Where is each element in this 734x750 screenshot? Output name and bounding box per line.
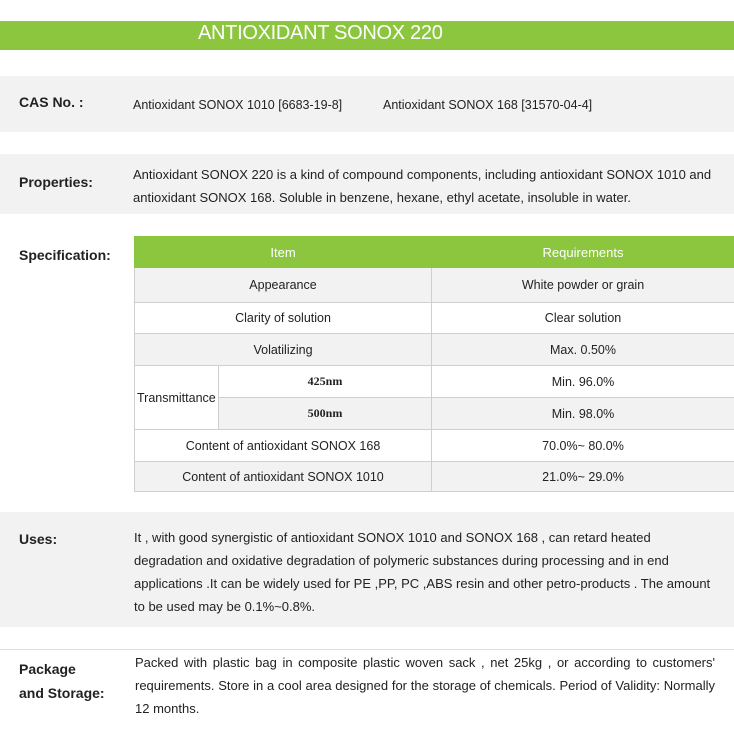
table-row — [135, 268, 734, 303]
specification-table — [134, 236, 734, 492]
header-requirements: Requirements — [432, 237, 734, 268]
table-row — [135, 334, 734, 366]
package-label: Package — [19, 661, 76, 677]
cas-label: CAS No. : — [19, 94, 84, 110]
divider — [0, 649, 734, 650]
cas-section — [0, 76, 734, 132]
header-item: Item — [135, 237, 432, 268]
uses-label: Uses: — [19, 531, 58, 547]
req-appearance: White powder or grain — [432, 268, 734, 303]
item-transmittance: Transmittance — [135, 366, 219, 430]
req-volatilizing: Max. 0.50% — [432, 334, 734, 366]
specification-label: Specification: — [19, 247, 111, 263]
req-500nm: Min. 98.0% — [432, 398, 734, 430]
cas-item-sonox-168: Antioxidant SONOX 168 [31570-04-4] — [383, 98, 593, 112]
uses-text: It , with good synergistic of antioxidant SONOX 1010 and SONOX 168 , can retard heated degradation and oxidative degradation of polymeric substances during processing and in end applications .It can be widely used for PE ,PP, PC ,ABS resin and other petro-products . The amount to be used may be 0.1%~0.8%. — [134, 530, 711, 614]
table-row — [135, 398, 734, 430]
properties-text: Antioxidant SONOX 220 is a kind of compound components, including antioxidant SONOX 1010 and antioxidant SONOX 168. Soluble in benzene, hexane, ethyl acetate, insoluble in water. — [133, 167, 712, 205]
transmittance-500nm: 500nm — [219, 398, 432, 430]
table-row — [135, 430, 734, 462]
table-row — [135, 303, 734, 334]
table-row — [135, 366, 734, 398]
item-clarity: Clarity of solution — [135, 303, 432, 334]
page-title: ANTIOXIDANT SONOX 220 — [198, 22, 443, 44]
item-content-168: Content of antioxidant SONOX 168 — [135, 430, 432, 462]
item-content-1010: Content of antioxidant SONOX 1010 — [135, 462, 432, 492]
req-clarity: Clear solution — [432, 303, 734, 334]
package-text: Packed with plastic bag in composite plastic woven sack , net 25kg , or according to customers' requirements. Store in a cool area designed for the storage of chemicals. Period of Validity: Normally 12 months. — [135, 655, 715, 716]
storage-label: and Storage: — [19, 685, 105, 701]
item-volatilizing: Volatilizing — [135, 334, 432, 366]
properties-label: Properties: — [19, 174, 93, 190]
req-content-1010: 21.0%~ 29.0% — [432, 462, 734, 492]
transmittance-425nm: 425nm — [219, 366, 432, 398]
cas-item-sonox-1010: Antioxidant SONOX 1010 [6683-19-8] — [133, 98, 343, 112]
table-row — [135, 462, 734, 492]
item-appearance: Appearance — [135, 268, 432, 303]
req-content-168: 70.0%~ 80.0% — [432, 430, 734, 462]
req-425nm: Min. 96.0% — [432, 366, 734, 398]
